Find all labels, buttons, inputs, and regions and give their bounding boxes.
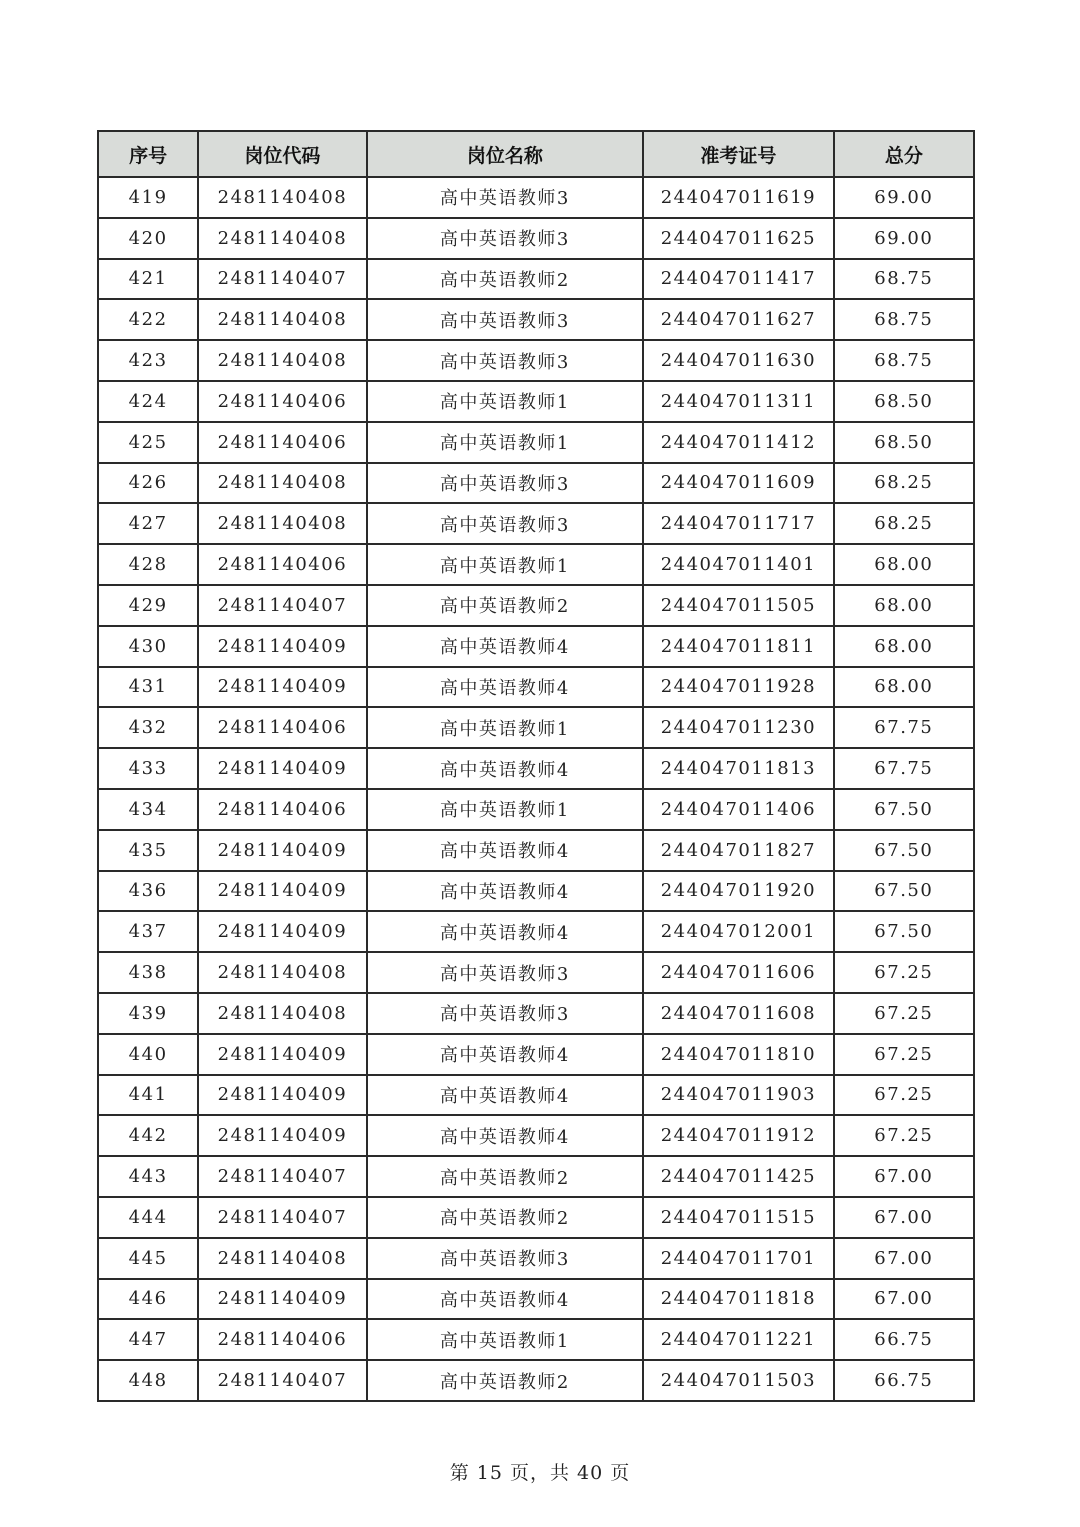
cell-total-score: 67.50 xyxy=(834,789,974,830)
cell-total-score: 68.00 xyxy=(834,667,974,708)
results-table-container xyxy=(97,130,975,1402)
table-row xyxy=(98,1197,974,1238)
table-row xyxy=(98,871,974,912)
cell-position-name: 高中英语教师2 xyxy=(367,1360,644,1401)
cell-seq: 434 xyxy=(98,789,198,830)
cell-position-code: 2481140408 xyxy=(198,299,366,340)
cell-ticket-number: 244047011903 xyxy=(643,1075,833,1116)
cell-ticket-number: 244047011818 xyxy=(643,1279,833,1320)
cell-position-code: 2481140408 xyxy=(198,463,366,504)
cell-seq: 448 xyxy=(98,1360,198,1401)
table-row xyxy=(98,707,974,748)
cell-ticket-number: 244047011503 xyxy=(643,1360,833,1401)
cell-ticket-number: 244047011230 xyxy=(643,707,833,748)
cell-seq: 422 xyxy=(98,299,198,340)
cell-ticket-number: 244047011625 xyxy=(643,218,833,259)
cell-total-score: 68.75 xyxy=(834,299,974,340)
cell-position-name: 高中英语教师1 xyxy=(367,1319,644,1360)
cell-ticket-number: 244047011609 xyxy=(643,463,833,504)
cell-position-code: 2481140409 xyxy=(198,1034,366,1075)
cell-seq: 436 xyxy=(98,871,198,912)
cell-total-score: 68.00 xyxy=(834,585,974,626)
cell-ticket-number: 244047011608 xyxy=(643,993,833,1034)
cell-total-score: 69.00 xyxy=(834,177,974,218)
cell-position-name: 高中英语教师2 xyxy=(367,259,644,300)
cell-total-score: 67.50 xyxy=(834,871,974,912)
cell-position-code: 2481140407 xyxy=(198,585,366,626)
cell-ticket-number: 244047011827 xyxy=(643,830,833,871)
cell-position-name: 高中英语教师4 xyxy=(367,830,644,871)
cell-total-score: 67.25 xyxy=(834,993,974,1034)
cell-position-code: 2481140409 xyxy=(198,1279,366,1320)
cell-seq: 438 xyxy=(98,952,198,993)
cell-ticket-number: 244047011505 xyxy=(643,585,833,626)
table-row xyxy=(98,381,974,422)
cell-ticket-number: 244047011406 xyxy=(643,789,833,830)
cell-total-score: 68.50 xyxy=(834,381,974,422)
table-row xyxy=(98,830,974,871)
cell-total-score: 67.50 xyxy=(834,830,974,871)
cell-seq: 421 xyxy=(98,259,198,300)
table-row xyxy=(98,1319,974,1360)
cell-position-code: 2481140408 xyxy=(198,340,366,381)
cell-total-score: 68.25 xyxy=(834,503,974,544)
cell-seq: 432 xyxy=(98,707,198,748)
cell-position-name: 高中英语教师1 xyxy=(367,422,644,463)
cell-ticket-number: 244047011717 xyxy=(643,503,833,544)
cell-total-score: 67.00 xyxy=(834,1197,974,1238)
cell-seq: 435 xyxy=(98,830,198,871)
cell-ticket-number: 244047011619 xyxy=(643,177,833,218)
cell-total-score: 67.50 xyxy=(834,911,974,952)
cell-position-code: 2481140409 xyxy=(198,667,366,708)
cell-position-code: 2481140408 xyxy=(198,177,366,218)
table-row xyxy=(98,1156,974,1197)
cell-total-score: 67.25 xyxy=(834,1034,974,1075)
table-row xyxy=(98,218,974,259)
cell-position-name: 高中英语教师4 xyxy=(367,748,644,789)
cell-position-code: 2481140409 xyxy=(198,626,366,667)
header-row xyxy=(98,131,974,177)
cell-ticket-number: 244047011606 xyxy=(643,952,833,993)
cell-position-code: 2481140409 xyxy=(198,748,366,789)
cell-position-code: 2481140408 xyxy=(198,952,366,993)
cell-total-score: 66.75 xyxy=(834,1319,974,1360)
cell-position-code: 2481140408 xyxy=(198,503,366,544)
cell-ticket-number: 244047011221 xyxy=(643,1319,833,1360)
cell-seq: 440 xyxy=(98,1034,198,1075)
page-number: 第 15 页，共 40 页 xyxy=(449,1462,631,1484)
cell-total-score: 67.25 xyxy=(834,1115,974,1156)
table-row xyxy=(98,340,974,381)
cell-position-name: 高中英语教师3 xyxy=(367,463,644,504)
table-row xyxy=(98,503,974,544)
cell-ticket-number: 244047011810 xyxy=(643,1034,833,1075)
table-row xyxy=(98,1360,974,1401)
cell-seq: 437 xyxy=(98,911,198,952)
cell-seq: 428 xyxy=(98,544,198,585)
cell-seq: 425 xyxy=(98,422,198,463)
cell-position-code: 2481140407 xyxy=(198,1360,366,1401)
cell-position-name: 高中英语教师3 xyxy=(367,177,644,218)
cell-ticket-number: 244047011401 xyxy=(643,544,833,585)
cell-position-code: 2481140406 xyxy=(198,422,366,463)
table-row xyxy=(98,1238,974,1279)
cell-position-name: 高中英语教师3 xyxy=(367,993,644,1034)
cell-ticket-number: 244047011701 xyxy=(643,1238,833,1279)
cell-position-name: 高中英语教师4 xyxy=(367,1279,644,1320)
cell-position-name: 高中英语教师2 xyxy=(367,1197,644,1238)
header-ticket-number: 准考证号 xyxy=(643,131,833,177)
table-row xyxy=(98,299,974,340)
cell-position-name: 高中英语教师1 xyxy=(367,707,644,748)
table-row xyxy=(98,1075,974,1116)
table-row xyxy=(98,667,974,708)
results-table xyxy=(97,130,975,1402)
table-row xyxy=(98,993,974,1034)
table-header xyxy=(98,131,974,177)
cell-ticket-number: 244047011627 xyxy=(643,299,833,340)
table-row xyxy=(98,1115,974,1156)
table-row xyxy=(98,1279,974,1320)
cell-position-code: 2481140409 xyxy=(198,871,366,912)
table-row xyxy=(98,463,974,504)
cell-position-name: 高中英语教师1 xyxy=(367,381,644,422)
cell-ticket-number: 244047011412 xyxy=(643,422,833,463)
table-row xyxy=(98,544,974,585)
header-seq: 序号 xyxy=(98,131,198,177)
cell-position-code: 2481140407 xyxy=(198,259,366,300)
cell-total-score: 67.00 xyxy=(834,1156,974,1197)
cell-total-score: 67.25 xyxy=(834,952,974,993)
cell-total-score: 69.00 xyxy=(834,218,974,259)
cell-total-score: 68.00 xyxy=(834,544,974,585)
cell-position-code: 2481140406 xyxy=(198,789,366,830)
cell-position-code: 2481140409 xyxy=(198,830,366,871)
cell-seq: 433 xyxy=(98,748,198,789)
cell-seq: 431 xyxy=(98,667,198,708)
cell-position-name: 高中英语教师2 xyxy=(367,585,644,626)
cell-position-name: 高中英语教师3 xyxy=(367,299,644,340)
cell-position-code: 2481140408 xyxy=(198,993,366,1034)
table-row xyxy=(98,789,974,830)
table-row xyxy=(98,585,974,626)
table-row xyxy=(98,422,974,463)
cell-seq: 441 xyxy=(98,1075,198,1116)
cell-seq: 439 xyxy=(98,993,198,1034)
cell-position-name: 高中英语教师4 xyxy=(367,1115,644,1156)
cell-seq: 444 xyxy=(98,1197,198,1238)
cell-seq: 426 xyxy=(98,463,198,504)
cell-total-score: 67.00 xyxy=(834,1238,974,1279)
cell-position-code: 2481140406 xyxy=(198,544,366,585)
cell-seq: 446 xyxy=(98,1279,198,1320)
table-row xyxy=(98,1034,974,1075)
cell-total-score: 66.75 xyxy=(834,1360,974,1401)
cell-seq: 419 xyxy=(98,177,198,218)
cell-position-name: 高中英语教师1 xyxy=(367,789,644,830)
cell-position-name: 高中英语教师3 xyxy=(367,1238,644,1279)
cell-ticket-number: 244047011928 xyxy=(643,667,833,708)
cell-ticket-number: 244047011811 xyxy=(643,626,833,667)
cell-position-code: 2481140409 xyxy=(198,1075,366,1116)
cell-seq: 430 xyxy=(98,626,198,667)
cell-position-name: 高中英语教师2 xyxy=(367,1156,644,1197)
cell-position-name: 高中英语教师3 xyxy=(367,503,644,544)
cell-ticket-number: 244047011417 xyxy=(643,259,833,300)
table-body xyxy=(98,177,974,1401)
cell-position-name: 高中英语教师4 xyxy=(367,667,644,708)
table-row xyxy=(98,952,974,993)
cell-ticket-number: 244047011515 xyxy=(643,1197,833,1238)
cell-ticket-number: 244047011425 xyxy=(643,1156,833,1197)
cell-position-name: 高中英语教师4 xyxy=(367,1075,644,1116)
cell-seq: 423 xyxy=(98,340,198,381)
cell-seq: 424 xyxy=(98,381,198,422)
cell-position-name: 高中英语教师3 xyxy=(367,340,644,381)
cell-ticket-number: 244047012001 xyxy=(643,911,833,952)
cell-seq: 447 xyxy=(98,1319,198,1360)
cell-position-code: 2481140408 xyxy=(198,218,366,259)
header-position-code: 岗位代码 xyxy=(198,131,366,177)
table-row xyxy=(98,911,974,952)
cell-seq: 445 xyxy=(98,1238,198,1279)
cell-position-name: 高中英语教师4 xyxy=(367,871,644,912)
cell-position-code: 2481140409 xyxy=(198,1115,366,1156)
cell-position-name: 高中英语教师4 xyxy=(367,626,644,667)
cell-position-code: 2481140407 xyxy=(198,1197,366,1238)
cell-position-name: 高中英语教师3 xyxy=(367,952,644,993)
cell-position-code: 2481140406 xyxy=(198,381,366,422)
cell-total-score: 67.00 xyxy=(834,1279,974,1320)
cell-total-score: 68.75 xyxy=(834,340,974,381)
cell-position-code: 2481140407 xyxy=(198,1156,366,1197)
cell-total-score: 67.25 xyxy=(834,1075,974,1116)
cell-ticket-number: 244047011912 xyxy=(643,1115,833,1156)
cell-total-score: 68.00 xyxy=(834,626,974,667)
cell-ticket-number: 244047011630 xyxy=(643,340,833,381)
header-position-name: 岗位名称 xyxy=(367,131,644,177)
cell-position-name: 高中英语教师4 xyxy=(367,1034,644,1075)
cell-seq: 420 xyxy=(98,218,198,259)
cell-total-score: 68.50 xyxy=(834,422,974,463)
cell-total-score: 68.25 xyxy=(834,463,974,504)
cell-ticket-number: 244047011311 xyxy=(643,381,833,422)
header-total-score: 总分 xyxy=(834,131,974,177)
cell-seq: 427 xyxy=(98,503,198,544)
cell-position-name: 高中英语教师3 xyxy=(367,218,644,259)
cell-total-score: 68.75 xyxy=(834,259,974,300)
cell-position-code: 2481140409 xyxy=(198,911,366,952)
cell-position-code: 2481140406 xyxy=(198,707,366,748)
cell-total-score: 67.75 xyxy=(834,748,974,789)
cell-position-code: 2481140406 xyxy=(198,1319,366,1360)
table-row xyxy=(98,626,974,667)
table-row xyxy=(98,177,974,218)
cell-seq: 443 xyxy=(98,1156,198,1197)
cell-ticket-number: 244047011920 xyxy=(643,871,833,912)
cell-seq: 429 xyxy=(98,585,198,626)
cell-total-score: 67.75 xyxy=(834,707,974,748)
cell-position-name: 高中英语教师1 xyxy=(367,544,644,585)
cell-ticket-number: 244047011813 xyxy=(643,748,833,789)
cell-position-name: 高中英语教师4 xyxy=(367,911,644,952)
table-row xyxy=(98,748,974,789)
cell-position-code: 2481140408 xyxy=(198,1238,366,1279)
cell-seq: 442 xyxy=(98,1115,198,1156)
table-row xyxy=(98,259,974,300)
